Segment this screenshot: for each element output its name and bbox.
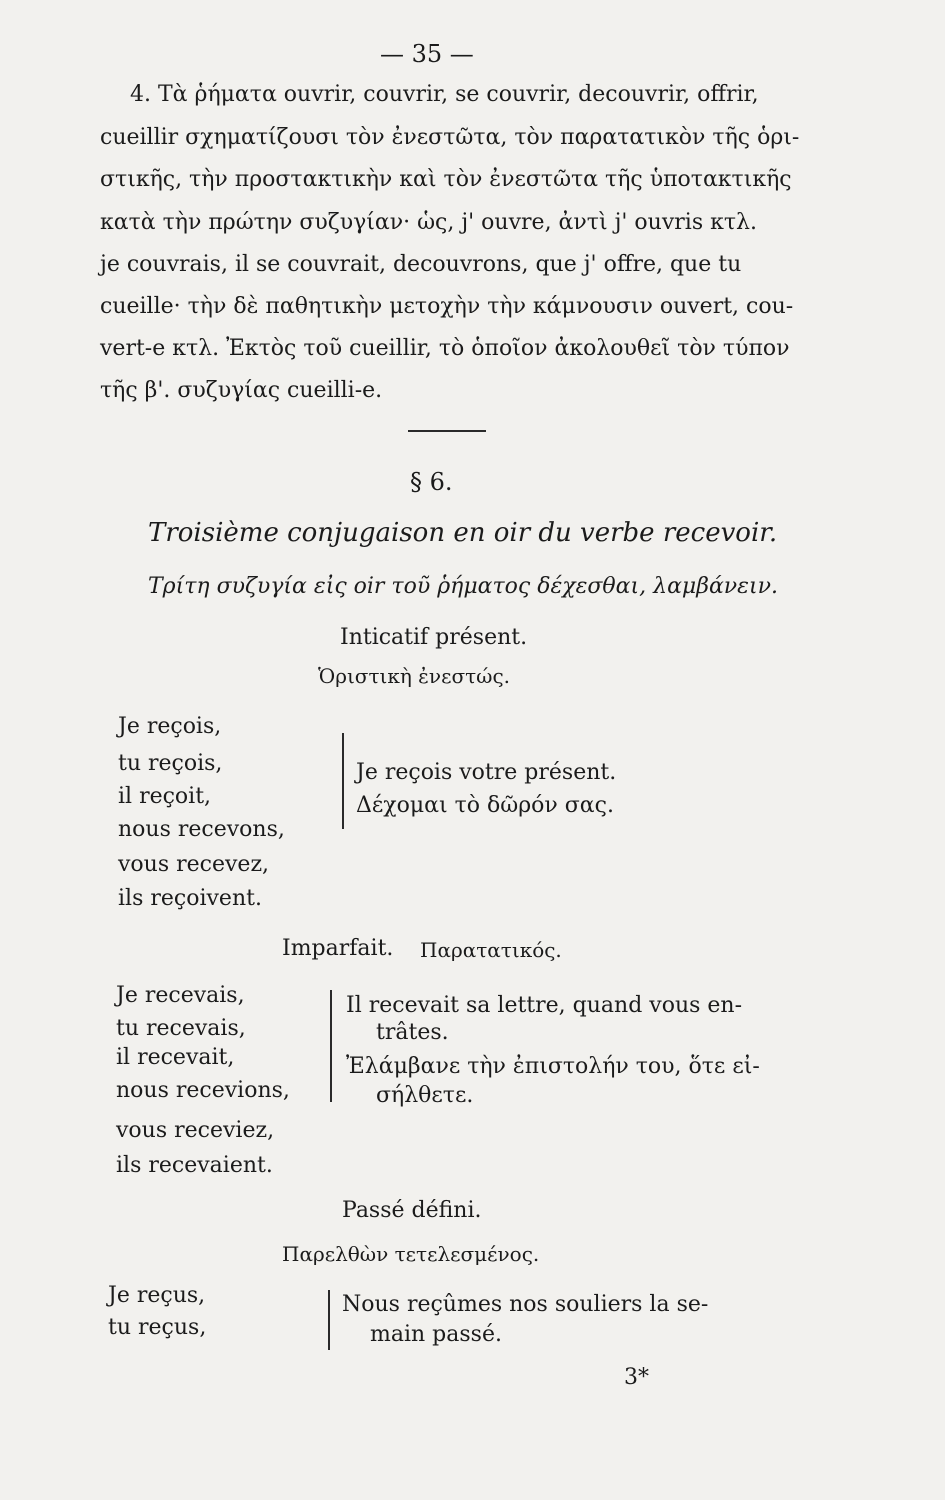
conjugation-form: vous recevez, — [118, 852, 270, 877]
conjugation-form: il recevait, — [116, 1045, 235, 1070]
tense-heading: Inticatif présent. — [340, 625, 528, 650]
example-sentence: Il recevait sa lettre, quand vous en- — [346, 993, 743, 1018]
example-sentence-greek: Ἐλάμβανε τὴν ἐπιστολήν του, ὅτε εἰ- — [346, 1054, 760, 1079]
intro-line: 4. Τὰ ῥήματα ouvrir, couvrir, se couvrir, decouvrir, offrir, — [130, 82, 759, 107]
tense-heading: Imparfait. — [282, 936, 394, 961]
conjugation-form: Je reçois, — [118, 714, 222, 739]
conjugation-form: tu reçus, — [108, 1315, 207, 1340]
intro-line: cueille· τὴν δὲ παθητικὴν μετοχὴν τὴν κάμνουσιν ouvert, cou- — [100, 294, 794, 319]
example-bracket — [342, 733, 344, 829]
intro-line: vert-e κτλ. Ἐκτὸς τοῦ cueillir, τὸ ὁποῖον ἀκολουθεῖ τὸν τύπον — [100, 336, 790, 361]
conjugation-form: tu reçois, — [118, 751, 223, 776]
tense-heading-greek: Παρελθὼν τετελεσμένος. — [282, 1242, 540, 1266]
conjugation-form: tu recevais, — [116, 1016, 246, 1041]
section-number: § 6. — [410, 468, 453, 496]
conjugation-form: Je reçus, — [108, 1283, 206, 1308]
conjugation-form: ils recevaient. — [116, 1153, 273, 1178]
page-number: — 35 — — [380, 40, 474, 68]
example-bracket — [328, 1290, 330, 1350]
example-sentence: Nous reçûmes nos souliers la se- — [342, 1292, 709, 1317]
signature-mark: 3* — [624, 1365, 649, 1390]
tense-heading-greek: Ὁριστικὴ ἐνεστώς. — [318, 664, 511, 688]
example-sentence-greek: σήλθετε. — [376, 1083, 474, 1108]
conjugation-title-greek: Τρίτη συζυγία εἰς oir τοῦ ῥήματος δέχεσθαι, λαμβάνειν. — [148, 574, 778, 599]
tense-heading-greek: Παρατατικός. — [420, 938, 562, 962]
intro-line: cueillir σχηματίζουσι τὸν ἐνεστῶτα, τὸν παρατατικὸν τῆς ὁρι- — [100, 125, 800, 150]
example-sentence-greek: Δέχομαι τὸ δῶρόν σας. — [356, 793, 614, 818]
intro-line: je couvrais, il se couvrait, decouvrons, que j' offre, que tu — [100, 252, 742, 277]
conjugation-title-french: Troisième conjugaison en oir du verbe recevoir. — [148, 518, 778, 548]
intro-line: στικῆς, τὴν προστακτικὴν καὶ τὸν ἐνεστῶτα τῆς ὑποτακτικῆς — [100, 167, 792, 192]
conjugation-form: nous recevons, — [118, 817, 285, 842]
example-sentence: Je reçois votre présent. — [356, 760, 617, 785]
conjugation-form: il reçoit, — [118, 784, 212, 809]
tense-heading: Passé défini. — [342, 1198, 482, 1223]
example-sentence: main passé. — [370, 1322, 502, 1347]
conjugation-form: vous receviez, — [116, 1118, 275, 1143]
intro-line: κατὰ τὴν πρώτην συζυγίαν· ὡς, j' ouvre, ἀντὶ j' ouvris κτλ. — [100, 210, 757, 235]
conjugation-form: Je recevais, — [116, 983, 245, 1008]
conjugation-form: ils reçoivent. — [118, 886, 262, 911]
example-sentence: trâtes. — [376, 1020, 449, 1045]
example-bracket — [330, 990, 332, 1102]
intro-line: τῆς β'. συζυγίας cueilli-e. — [100, 378, 383, 403]
section-divider — [408, 430, 486, 432]
conjugation-form: nous recevions, — [116, 1078, 290, 1103]
